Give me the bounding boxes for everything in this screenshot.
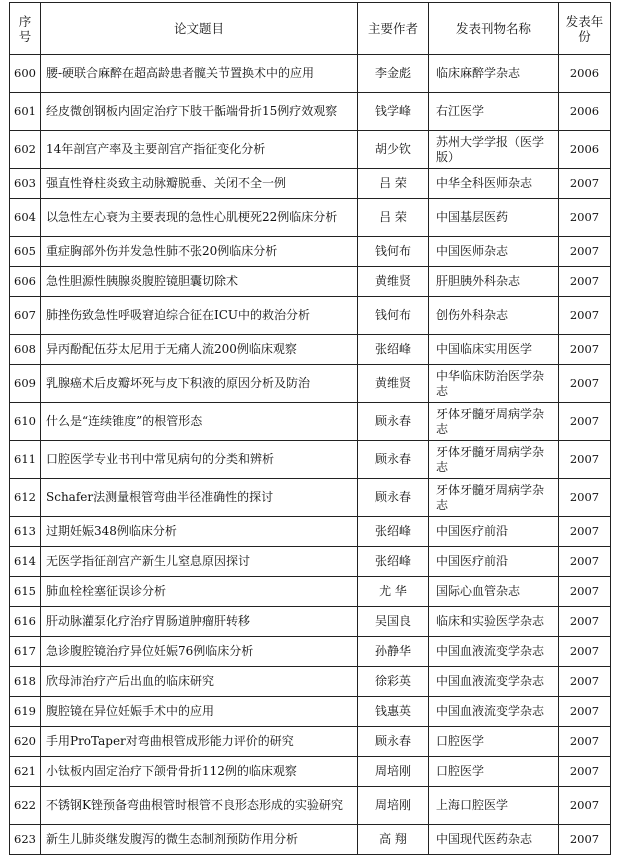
cell-year: 2007 [559,479,611,517]
table-row [10,577,611,607]
table-row [10,441,611,479]
cell-year: 2006 [559,131,611,169]
cell-year: 2007 [559,267,611,297]
table-row [10,607,611,637]
cell-author: 张绍峰 [358,335,429,365]
cell-author: 顾永春 [358,479,429,517]
cell-title: Schafer法测量根管弯曲半径准确性的探讨 [41,479,358,517]
cell-author: 张绍峰 [358,517,429,547]
cell-journal: 中国血液流变学杂志 [429,697,559,727]
cell-year: 2007 [559,697,611,727]
cell-num: 603 [10,169,41,199]
cell-author: 李金彪 [358,55,429,93]
cell-title: 经皮微创钢板内固定治疗下肢干骺端骨折15例疗效观察 [41,93,358,131]
cell-num: 621 [10,757,41,787]
cell-title: 异丙酚配伍芬太尼用于无痛人流200例临床观察 [41,335,358,365]
table-row [10,237,611,267]
cell-author: 顾永春 [358,441,429,479]
cell-year: 2007 [559,787,611,825]
cell-journal: 国际心血管杂志 [429,577,559,607]
cell-journal: 中华全科医师杂志 [429,169,559,199]
cell-title: 不锈钢K锉预备弯曲根管时根管不良形态形成的实验研究 [41,787,358,825]
cell-year: 2007 [559,825,611,855]
cell-title: 什么是“连续锥度”的根管形态 [41,403,358,441]
cell-num: 611 [10,441,41,479]
cell-journal: 上海口腔医学 [429,787,559,825]
cell-author: 吴国良 [358,607,429,637]
cell-title: 急性胆源性胰腺炎腹腔镜胆囊切除术 [41,267,358,297]
cell-author: 吕 荣 [358,169,429,199]
cell-year: 2007 [559,547,611,577]
cell-author: 钱何布 [358,237,429,267]
cell-journal: 苏州大学学报（医学版） [429,131,559,169]
cell-num: 609 [10,365,41,403]
cell-journal: 中国医疗前沿 [429,547,559,577]
cell-year: 2007 [559,667,611,697]
cell-journal: 口腔医学 [429,757,559,787]
cell-journal: 中国医疗前沿 [429,517,559,547]
cell-year: 2007 [559,441,611,479]
header-author: 主要作者 [358,3,429,55]
cell-title: 无医学指征剖宫产新生儿窒息原因探讨 [41,547,358,577]
cell-journal: 中国医师杂志 [429,237,559,267]
cell-author: 张绍峰 [358,547,429,577]
cell-author: 钱惠英 [358,697,429,727]
table-row [10,403,611,441]
cell-num: 619 [10,697,41,727]
cell-author: 徐彩英 [358,667,429,697]
cell-num: 615 [10,577,41,607]
cell-journal: 右江医学 [429,93,559,131]
cell-journal: 中华临床防治医学杂志 [429,365,559,403]
header-year: 发表年份 [559,3,611,55]
cell-author: 顾永春 [358,727,429,757]
table-row [10,667,611,697]
cell-author: 黄维贤 [358,267,429,297]
table-row [10,517,611,547]
cell-author: 顾永春 [358,403,429,441]
cell-num: 618 [10,667,41,697]
table-row [10,93,611,131]
cell-num: 600 [10,55,41,93]
cell-year: 2007 [559,403,611,441]
cell-year: 2007 [559,577,611,607]
cell-author: 钱何布 [358,297,429,335]
cell-journal: 中国血液流变学杂志 [429,637,559,667]
cell-num: 614 [10,547,41,577]
cell-num: 617 [10,637,41,667]
table-row [10,787,611,825]
table-row [10,131,611,169]
table-row [10,335,611,365]
cell-num: 622 [10,787,41,825]
header-row [10,3,611,55]
cell-num: 616 [10,607,41,637]
table-row [10,479,611,517]
cell-year: 2007 [559,727,611,757]
cell-year: 2007 [559,757,611,787]
table-row [10,267,611,297]
cell-journal: 临床麻醉学杂志 [429,55,559,93]
cell-journal: 中国基层医药 [429,199,559,237]
cell-journal: 牙体牙髓牙周病学杂志 [429,403,559,441]
cell-title: 小钛板内固定治疗下颌骨骨折112例的临床观察 [41,757,358,787]
cell-year: 2007 [559,365,611,403]
cell-journal: 口腔医学 [429,727,559,757]
cell-title: 新生儿肺炎继发腹泻的微生态制剂预防作用分析 [41,825,358,855]
table-row [10,199,611,237]
cell-num: 613 [10,517,41,547]
cell-year: 2006 [559,93,611,131]
cell-num: 604 [10,199,41,237]
cell-year: 2007 [559,517,611,547]
cell-year: 2007 [559,335,611,365]
table-row [10,297,611,335]
cell-num: 623 [10,825,41,855]
cell-num: 601 [10,93,41,131]
cell-num: 602 [10,131,41,169]
cell-title: 腰-硬联合麻醉在超高龄患者髋关节置换术中的应用 [41,55,358,93]
cell-author: 钱学峰 [358,93,429,131]
cell-title: 欣母沛治疗产后出血的临床研究 [41,667,358,697]
cell-journal: 中国临床实用医学 [429,335,559,365]
cell-title: 肺挫伤致急性呼吸窘迫综合征在ICU中的救治分析 [41,297,358,335]
table-row [10,757,611,787]
table-row [10,697,611,727]
table-row [10,825,611,855]
cell-title: 强直性脊柱炎致主动脉瓣脱垂、关闭不全一例 [41,169,358,199]
cell-title: 急诊腹腔镜治疗异位妊娠76例临床分析 [41,637,358,667]
cell-title: 手用ProTaper对弯曲根管成形能力评价的研究 [41,727,358,757]
cell-title: 肺血栓栓塞征误诊分析 [41,577,358,607]
cell-year: 2006 [559,55,611,93]
cell-journal: 肝胆胰外科杂志 [429,267,559,297]
table-row [10,547,611,577]
cell-year: 2007 [559,199,611,237]
cell-author: 周培刚 [358,787,429,825]
cell-title: 14年剖宫产率及主要剖宫产指征变化分析 [41,131,358,169]
cell-title: 乳腺癌术后皮瓣坏死与皮下积液的原因分析及防治 [41,365,358,403]
cell-journal: 牙体牙髓牙周病学杂志 [429,441,559,479]
cell-title: 过期妊娠348例临床分析 [41,517,358,547]
cell-title: 重症胸部外伤并发急性肺不张20例临床分析 [41,237,358,267]
cell-num: 607 [10,297,41,335]
cell-author: 孙静华 [358,637,429,667]
header-title: 论文题目 [41,3,358,55]
cell-title: 以急性左心衰为主要表现的急性心肌梗死22例临床分析 [41,199,358,237]
cell-author: 胡少钦 [358,131,429,169]
cell-num: 606 [10,267,41,297]
cell-year: 2007 [559,297,611,335]
table-row [10,365,611,403]
cell-num: 605 [10,237,41,267]
cell-author: 吕 荣 [358,199,429,237]
header-num: 序号 [10,3,41,55]
table-row [10,637,611,667]
table-row [10,55,611,93]
cell-title: 口腔医学专业书刊中常见病句的分类和辨析 [41,441,358,479]
cell-journal: 临床和实验医学杂志 [429,607,559,637]
cell-author: 高 翔 [358,825,429,855]
cell-year: 2007 [559,637,611,667]
cell-num: 610 [10,403,41,441]
table-row [10,169,611,199]
cell-journal: 牙体牙髓牙周病学杂志 [429,479,559,517]
cell-author: 黄维贤 [358,365,429,403]
cell-journal: 创伤外科杂志 [429,297,559,335]
table-row [10,727,611,757]
cell-author: 尤 华 [358,577,429,607]
cell-title: 肝动脉灌泵化疗治疗胃肠道肿瘤肝转移 [41,607,358,637]
header-journal: 发表刊物名称 [429,3,559,55]
cell-year: 2007 [559,169,611,199]
cell-title: 腹腔镜在异位妊娠手术中的应用 [41,697,358,727]
cell-num: 620 [10,727,41,757]
paper-list-table [9,2,611,855]
cell-author: 周培刚 [358,757,429,787]
cell-num: 608 [10,335,41,365]
cell-num: 612 [10,479,41,517]
cell-year: 2007 [559,607,611,637]
cell-year: 2007 [559,237,611,267]
cell-journal: 中国血液流变学杂志 [429,667,559,697]
cell-journal: 中国现代医药杂志 [429,825,559,855]
